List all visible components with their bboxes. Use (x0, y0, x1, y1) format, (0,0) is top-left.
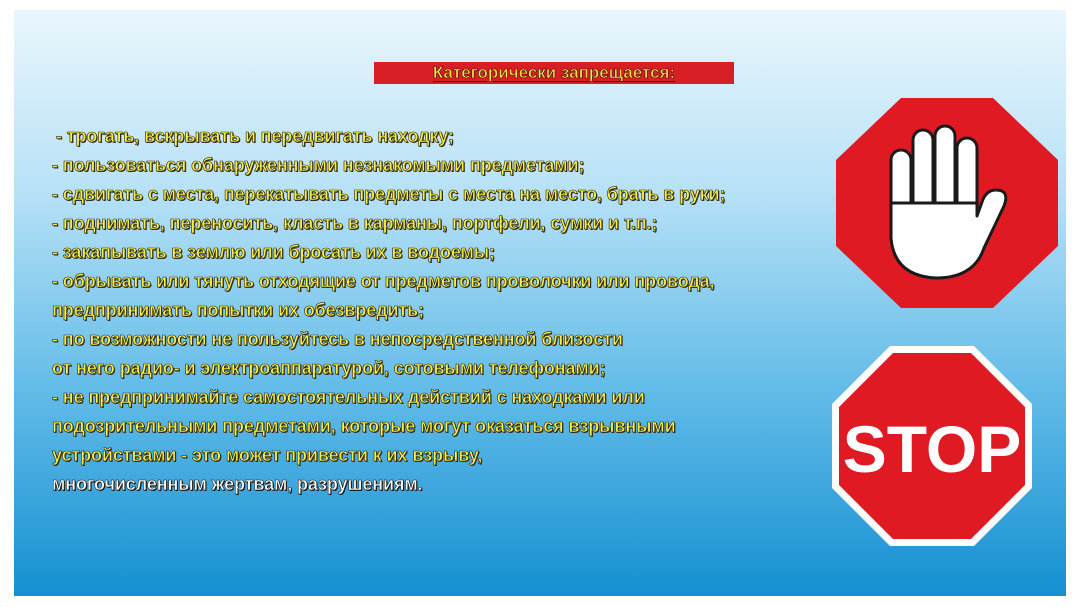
rule-line: многочисленным жертвам, разрушениям. (52, 474, 423, 494)
rule-line: - трогать, вскрывать и передвигать находку; (56, 126, 454, 146)
rule-line: - не предпринимайте самостоятельных действий с находками или (52, 387, 645, 407)
hand-stop-sign-icon (836, 98, 1058, 308)
slide-panel (14, 10, 1066, 596)
rule-line: предпринимать попытки их обезвредить; (52, 300, 425, 320)
rule-line: - закапывать в землю или бросать их в водоемы; (52, 242, 495, 262)
rule-line: - обрывать или тянуть отходящие от предметов проволочки или провода, (52, 271, 715, 291)
slide-title: Категорически запрещается: (374, 62, 734, 84)
rule-line: устройствами - это может привести к их взрыву, (52, 445, 483, 465)
rule-line: - пользоваться обнаруженными незнакомыми предметами; (52, 155, 585, 175)
rule-line: от него радио- и электроаппаратурой, сотовыми телефонами; (52, 358, 606, 378)
rule-line: - по возможности не пользуйтесь в непосредственной близости (52, 329, 623, 349)
rule-line: - поднимать, переносить, класть в карманы, портфели, сумки и т.п.; (52, 213, 658, 233)
rule-line: - сдвигать с места, перекатывать предметы с места на место, брать в руки; (52, 184, 726, 204)
stop-octagon-icon (832, 346, 1032, 546)
stop-sign-label: STOP (842, 412, 1022, 486)
rule-line: подозрительными предметами, которые могут оказаться взрывными (52, 416, 676, 436)
